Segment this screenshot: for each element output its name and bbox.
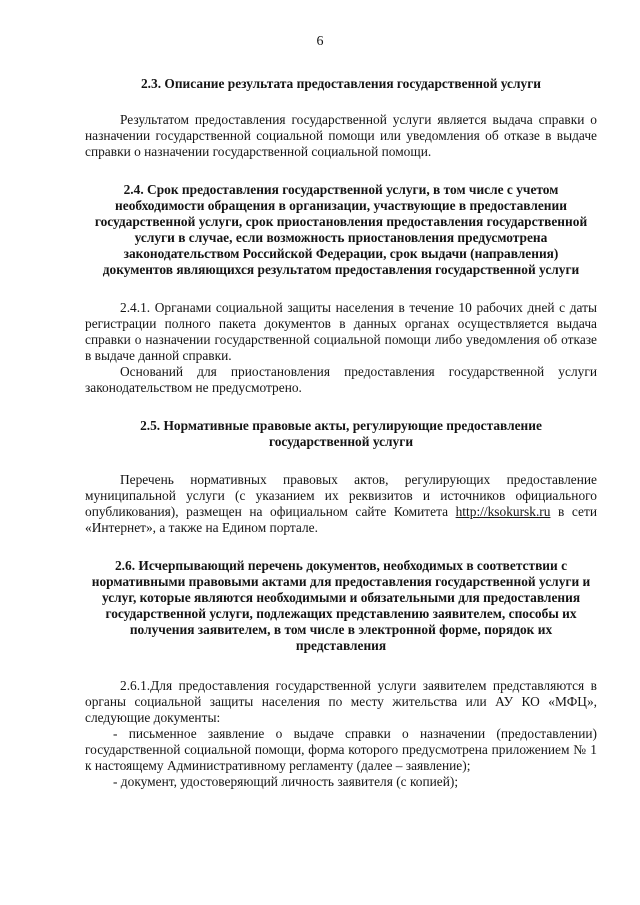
committee-website-link[interactable]: http://ksokursk.ru xyxy=(455,504,551,519)
section-2-5-paragraph-1 xyxy=(85,472,597,536)
section-2-3-title: 2.3. Описание результата предоставления государственной услуги xyxy=(140,76,542,91)
section-2-5-text-after-link: в сети «Интернет», а также на Едином портале. xyxy=(85,504,597,535)
section-2-4-paragraph-2: Оснований для приостановления предоставления государственной услуги законодательством не предусмотрено. xyxy=(85,364,597,395)
section-2-3-paragraph-1: Результатом предоставления государственной услуги является выдача справки о назначении государственной социальной помощи или уведомления об отказе в выдаче справки о назначении государственной социальной помощи. xyxy=(85,112,597,159)
section-2-6-list-item-identity-document: - документ, удостоверяющий личность заявителя (с копией); xyxy=(113,774,459,789)
section-2-5-title: 2.5. Нормативные правовые акты, регулирующие предоставление государственной услуги xyxy=(140,418,542,449)
document-body xyxy=(85,72,597,790)
page-number: 6 xyxy=(316,34,324,49)
section-2-4-paragraph-1: 2.4.1. Органами социальной защиты населения в течение 10 рабочих дней с даты регистрации полного пакета документов в данных органах осуществляется выдача справки о назначении государственной социальной помощи либо уведомления об отказе в выдаче данной справки. xyxy=(85,300,597,363)
section-2-5-text-before-link: Перечень нормативных правовых актов, регулирующих предоставление муниципальной услуги (с указанием их реквизитов и источников официального опубликования), размещен на официальном сайте Комитета xyxy=(85,472,597,519)
section-2-6-paragraph-1: 2.6.1.Для предоставления государственной услуги заявителем представляются в органы социальной защиты населения по месту жительства или АУ КО «МФЦ», следующие документы: xyxy=(85,678,597,725)
section-2-6-title: 2.6. Исчерпывающий перечень документов, необходимых в соответствии с нормативными правовыми актами для предоставления государственной услуги и услуг, которые являются необходимыми и обязательными для предоставления государственной услуги, подлежащих представлению заявителем, способы их получения заявителем, в том числе в электронной форме, порядок их представления xyxy=(91,558,591,653)
section-2-6-list-item-application: - письменное заявление о выдаче справки о назначении (предоставлении) государственной социальной помощи, форма которого предусмотрена приложением № 1 к настоящему Административному регламенту (далее – заявление); xyxy=(85,726,597,773)
section-2-4-title: 2.4. Срок предоставления государственной услуги, в том числе с учетом необходимости обращения в организации, участвующие в предоставлении государственной услуги, срок приостановления предоставления государственной услуги в случае, если возможность приостановления предусмотрена законодательством Российской Федерации, срок выдачи (направления) документов являющихся результатом предоставления государственной услуги xyxy=(94,182,588,277)
